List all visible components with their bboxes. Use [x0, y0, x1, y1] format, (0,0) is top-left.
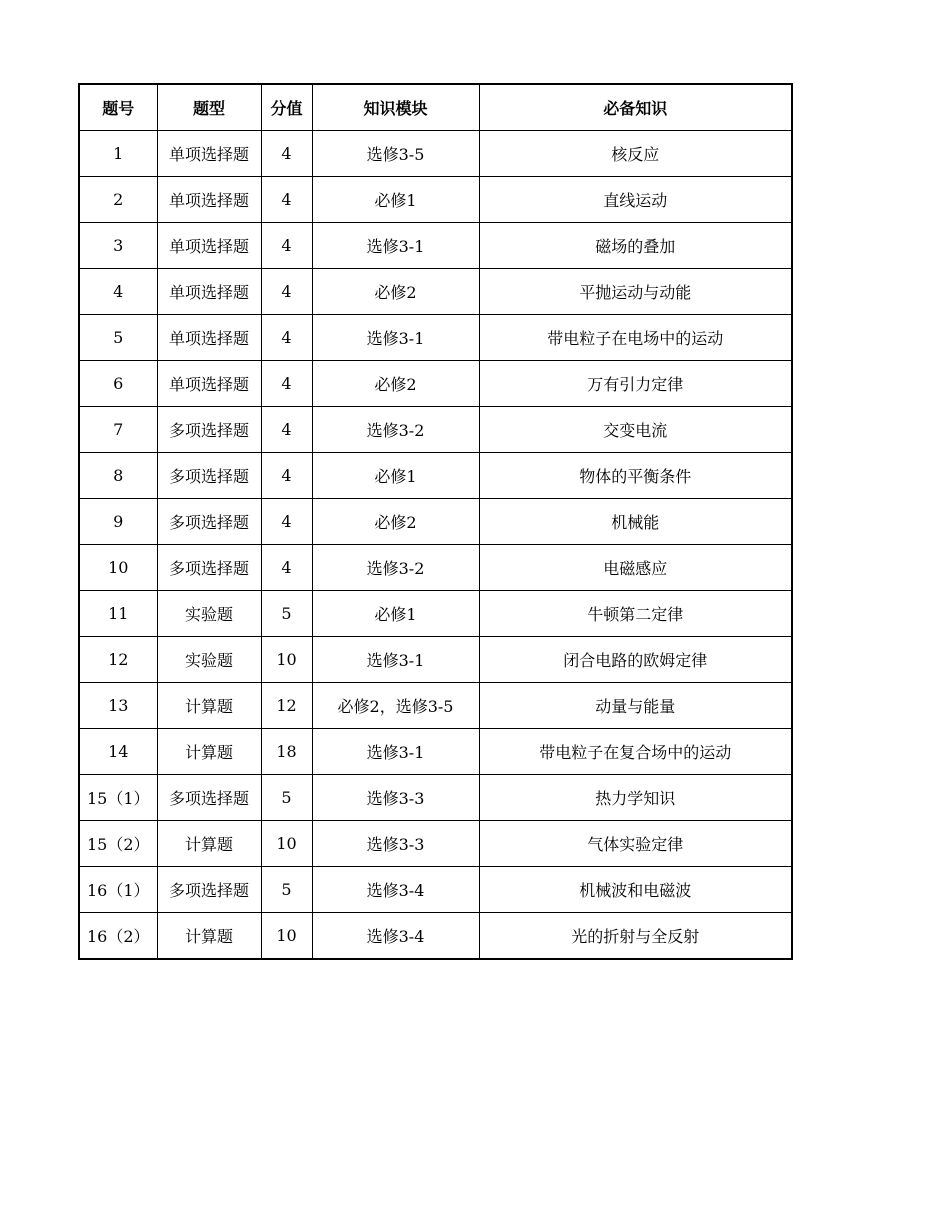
- cell-required-knowledge: 带电粒子在复合场中的运动: [479, 729, 792, 775]
- cell-knowledge-module: 选修3-5: [312, 131, 479, 177]
- cell-question-number: 12: [79, 637, 157, 683]
- cell-required-knowledge: 牛顿第二定律: [479, 591, 792, 637]
- cell-knowledge-module: 选修3-1: [312, 223, 479, 269]
- cell-score: 4: [261, 269, 312, 315]
- cell-score: 10: [261, 821, 312, 867]
- cell-score: 4: [261, 499, 312, 545]
- header-score: 分值: [261, 84, 312, 131]
- cell-question-type: 单项选择题: [157, 223, 261, 269]
- cell-required-knowledge: 气体实验定律: [479, 821, 792, 867]
- cell-required-knowledge: 电磁感应: [479, 545, 792, 591]
- cell-question-number: 15（2）: [79, 821, 157, 867]
- cell-score: 10: [261, 637, 312, 683]
- table-body: [79, 131, 792, 960]
- cell-question-number: 16（2）: [79, 913, 157, 960]
- cell-score: 4: [261, 453, 312, 499]
- cell-knowledge-module: 选修3-4: [312, 867, 479, 913]
- cell-question-number: 10: [79, 545, 157, 591]
- cell-question-type: 实验题: [157, 637, 261, 683]
- cell-score: 10: [261, 913, 312, 960]
- cell-knowledge-module: 选修3-3: [312, 775, 479, 821]
- cell-score: 5: [261, 591, 312, 637]
- cell-knowledge-module: 必修1: [312, 453, 479, 499]
- table-row: [79, 177, 792, 223]
- cell-question-type: 计算题: [157, 729, 261, 775]
- cell-score: 12: [261, 683, 312, 729]
- table-row: [79, 315, 792, 361]
- table-row: [79, 683, 792, 729]
- cell-required-knowledge: 动量与能量: [479, 683, 792, 729]
- exam-knowledge-table-container: [78, 83, 793, 960]
- cell-question-number: 9: [79, 499, 157, 545]
- cell-required-knowledge: 闭合电路的欧姆定律: [479, 637, 792, 683]
- cell-question-number: 14: [79, 729, 157, 775]
- table-row: [79, 775, 792, 821]
- cell-question-number: 1: [79, 131, 157, 177]
- cell-score: 4: [261, 361, 312, 407]
- table-row: [79, 591, 792, 637]
- cell-knowledge-module: 选修3-1: [312, 315, 479, 361]
- cell-knowledge-module: 必修1: [312, 177, 479, 223]
- cell-required-knowledge: 交变电流: [479, 407, 792, 453]
- cell-question-type: 单项选择题: [157, 361, 261, 407]
- header-question-number: 题号: [79, 84, 157, 131]
- cell-question-type: 多项选择题: [157, 453, 261, 499]
- cell-question-number: 13: [79, 683, 157, 729]
- cell-score: 4: [261, 223, 312, 269]
- cell-question-number: 16（1）: [79, 867, 157, 913]
- cell-required-knowledge: 机械能: [479, 499, 792, 545]
- cell-knowledge-module: 选修3-4: [312, 913, 479, 960]
- cell-score: 4: [261, 545, 312, 591]
- cell-question-number: 7: [79, 407, 157, 453]
- cell-required-knowledge: 万有引力定律: [479, 361, 792, 407]
- table-row: [79, 499, 792, 545]
- cell-question-type: 多项选择题: [157, 499, 261, 545]
- cell-knowledge-module: 选修3-2: [312, 407, 479, 453]
- cell-knowledge-module: 选修3-1: [312, 637, 479, 683]
- header-required-knowledge: 必备知识: [479, 84, 792, 131]
- cell-score: 5: [261, 775, 312, 821]
- table-row: [79, 867, 792, 913]
- cell-question-type: 实验题: [157, 591, 261, 637]
- cell-question-type: 计算题: [157, 683, 261, 729]
- cell-knowledge-module: 必修1: [312, 591, 479, 637]
- cell-score: 4: [261, 407, 312, 453]
- cell-question-number: 4: [79, 269, 157, 315]
- cell-knowledge-module: 必修2: [312, 269, 479, 315]
- table-row: [79, 223, 792, 269]
- table-row: [79, 545, 792, 591]
- cell-required-knowledge: 物体的平衡条件: [479, 453, 792, 499]
- cell-required-knowledge: 带电粒子在电场中的运动: [479, 315, 792, 361]
- cell-knowledge-module: 必修2: [312, 499, 479, 545]
- cell-required-knowledge: 热力学知识: [479, 775, 792, 821]
- cell-required-knowledge: 直线运动: [479, 177, 792, 223]
- cell-question-number: 5: [79, 315, 157, 361]
- cell-question-type: 多项选择题: [157, 545, 261, 591]
- cell-knowledge-module: 选修3-2: [312, 545, 479, 591]
- cell-question-type: 单项选择题: [157, 315, 261, 361]
- table-row: [79, 453, 792, 499]
- cell-required-knowledge: 核反应: [479, 131, 792, 177]
- table-row: [79, 269, 792, 315]
- cell-required-knowledge: 磁场的叠加: [479, 223, 792, 269]
- cell-score: 5: [261, 867, 312, 913]
- cell-question-type: 多项选择题: [157, 775, 261, 821]
- table-row: [79, 821, 792, 867]
- cell-question-type: 多项选择题: [157, 867, 261, 913]
- cell-question-number: 3: [79, 223, 157, 269]
- cell-knowledge-module: 选修3-3: [312, 821, 479, 867]
- table-row: [79, 131, 792, 177]
- cell-question-number: 2: [79, 177, 157, 223]
- table-row: [79, 361, 792, 407]
- exam-knowledge-table: [78, 83, 793, 960]
- cell-question-type: 计算题: [157, 821, 261, 867]
- table-header: [79, 84, 792, 131]
- cell-question-number: 15（1）: [79, 775, 157, 821]
- cell-question-type: 多项选择题: [157, 407, 261, 453]
- cell-score: 4: [261, 177, 312, 223]
- cell-score: 18: [261, 729, 312, 775]
- cell-score: 4: [261, 131, 312, 177]
- cell-question-number: 8: [79, 453, 157, 499]
- header-knowledge-module: 知识模块: [312, 84, 479, 131]
- cell-question-type: 单项选择题: [157, 177, 261, 223]
- cell-knowledge-module: 必修2: [312, 361, 479, 407]
- cell-knowledge-module: 选修3-1: [312, 729, 479, 775]
- table-row: [79, 729, 792, 775]
- cell-required-knowledge: 机械波和电磁波: [479, 867, 792, 913]
- cell-question-type: 单项选择题: [157, 131, 261, 177]
- cell-question-type: 单项选择题: [157, 269, 261, 315]
- cell-score: 4: [261, 315, 312, 361]
- cell-question-type: 计算题: [157, 913, 261, 960]
- cell-knowledge-module: 必修2，选修3-5: [312, 683, 479, 729]
- cell-required-knowledge: 光的折射与全反射: [479, 913, 792, 960]
- cell-required-knowledge: 平抛运动与动能: [479, 269, 792, 315]
- table-row: [79, 913, 792, 960]
- table-row: [79, 637, 792, 683]
- cell-question-number: 6: [79, 361, 157, 407]
- header-row: [79, 84, 792, 131]
- cell-question-number: 11: [79, 591, 157, 637]
- table-row: [79, 407, 792, 453]
- header-question-type: 题型: [157, 84, 261, 131]
